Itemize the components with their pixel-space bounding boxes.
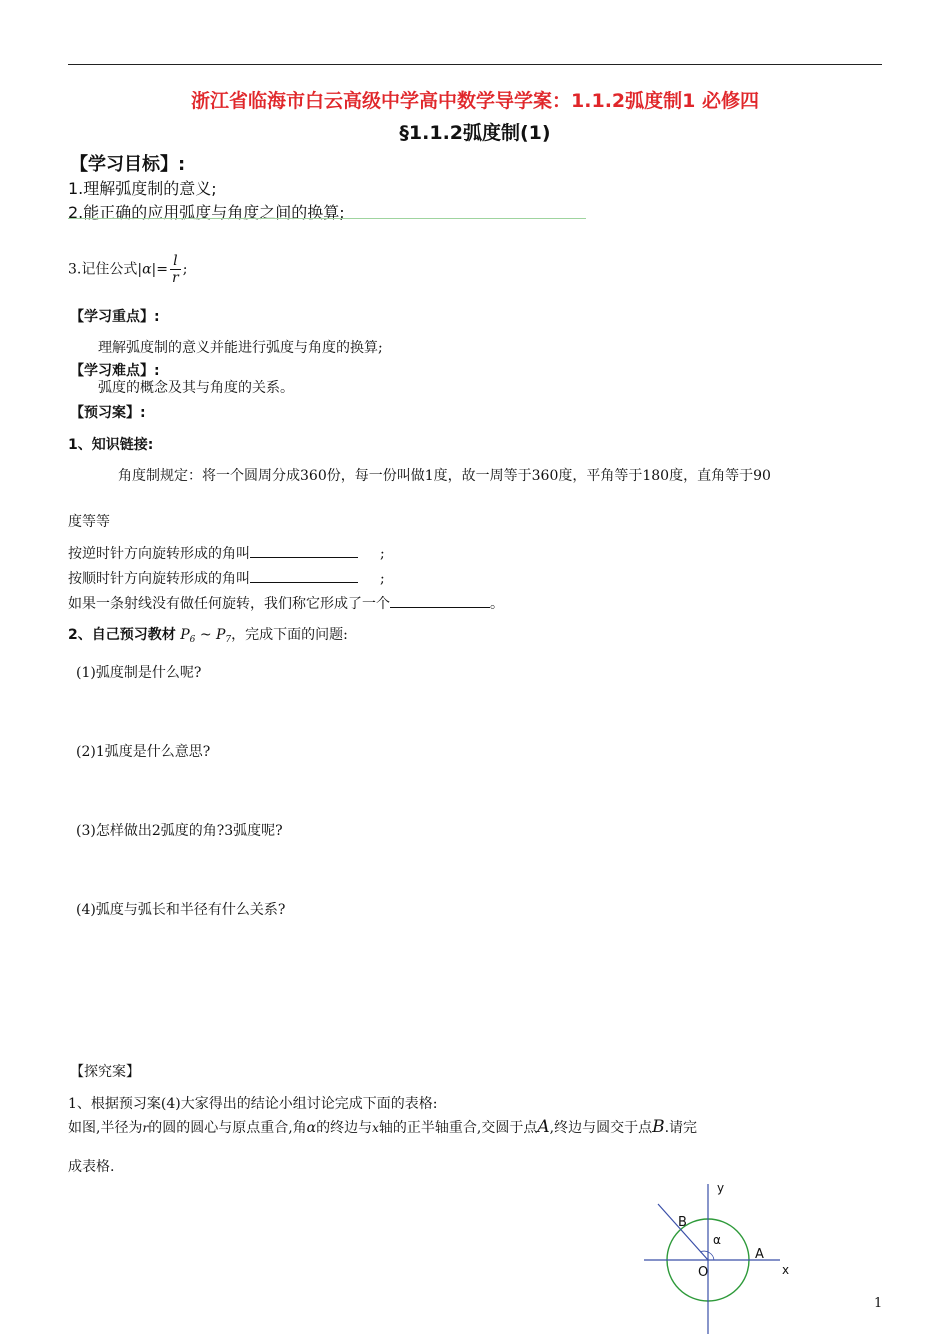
objectives-heading: 【学习目标】: (70, 154, 186, 175)
page-ref-p7: $P_7$ (216, 627, 232, 645)
fill-3-end: 。 (490, 596, 504, 612)
explore-item-1: 1、根据预习案(4)大家得出的结论小组讨论完成下面的表格: (68, 1096, 438, 1112)
question-2: (2)1弧度是什么意思? (76, 744, 211, 760)
var-B: B (652, 1117, 665, 1137)
page-number: 1 (874, 1296, 883, 1311)
self-study-suffix: ，完成下面的问题: (231, 627, 348, 643)
fill-line-3 (68, 593, 504, 613)
explore-heading: 【探究案】 (70, 1064, 140, 1080)
degree-paragraph-line2: 度等等 (68, 514, 110, 530)
objectives-rule (68, 218, 586, 219)
label-A: A (755, 1247, 764, 1262)
fill-2-end: ; (380, 571, 385, 587)
fill-1-end: ; (380, 546, 385, 562)
explore-line-b: 成表格. (68, 1159, 115, 1175)
var-x: x (372, 1121, 379, 1135)
degree-paragraph-line1: 角度制规定：将一个圆周分成360份，每一份叫做1度，故一周等于360度，平角等于180度，直角等于90 (118, 468, 771, 484)
explore-figure-description: 如图,半径为r的圆的圆心与原点重合,角α的终边与x轴的正半轴重合,交圆于点A,终边与圆交于点B.请完 (68, 1117, 698, 1137)
objective-2: 2.能正确的应用弧度与角度之间的换算; (68, 203, 345, 222)
formula-numerator: l (170, 253, 181, 270)
label-y: y (717, 1181, 725, 1195)
question-3: (3)怎样做出2弧度的角?3弧度呢? (76, 823, 283, 839)
header-rule (68, 64, 882, 65)
objective-1: 1.理解弧度制的意义; (68, 179, 217, 198)
label-x: x (782, 1263, 790, 1277)
focus-heading: 【学习重点】: (70, 309, 160, 325)
document-title: 浙江省临海市白云高级中学高中数学导学案：1.1.2弧度制1 必修四 (191, 90, 759, 112)
page-ref-p6: $P_6$ (180, 627, 196, 645)
self-study-line (68, 624, 348, 645)
var-alpha: α (306, 1120, 317, 1136)
var-r: r (142, 1121, 149, 1135)
difficulty-heading: 【学习难点】: (70, 363, 160, 379)
label-O: O (698, 1265, 709, 1280)
page-ref-tilde: ~ (199, 627, 212, 643)
objective-3-prefix: 3.记住公式 (68, 261, 138, 278)
objective-3-suffix: ; (182, 261, 188, 278)
objective-3 (68, 253, 187, 286)
unit-circle-figure (640, 1176, 810, 1336)
formula-fraction (170, 253, 181, 286)
fill-line-2 (68, 568, 385, 588)
self-study-prefix: 2、自己预习教材 (68, 627, 176, 643)
knowledge-link-heading: 1、知识链接: (68, 437, 154, 453)
blank-1[interactable] (250, 543, 358, 558)
preview-heading: 【预习案】: (70, 405, 146, 421)
question-1: (1)弧度制是什么呢? (76, 665, 202, 681)
var-A: A (537, 1117, 550, 1137)
blank-3[interactable] (390, 593, 490, 608)
label-B: B (678, 1215, 687, 1230)
formula-lhs: |α|= (137, 261, 168, 278)
fill-2-text: 按顺时针方向旋转形成的角叫 (68, 571, 250, 587)
section-subtitle: §1.1.2弧度制(1) (399, 122, 551, 144)
difficulty-text: 弧度的概念及其与角度的关系。 (98, 380, 294, 396)
question-4: (4)弧度与弧长和半径有什么关系? (76, 902, 286, 918)
fill-3-text: 如果一条射线没有做任何旋转，我们称它形成了一个 (68, 596, 390, 612)
fill-1-text: 按逆时针方向旋转形成的角叫 (68, 546, 250, 562)
fill-line-1 (68, 543, 385, 563)
focus-text: 理解弧度制的意义并能进行弧度与角度的换算; (98, 340, 383, 356)
blank-2[interactable] (250, 568, 358, 583)
label-alpha: α (713, 1233, 721, 1247)
formula-denominator: r (171, 270, 179, 286)
